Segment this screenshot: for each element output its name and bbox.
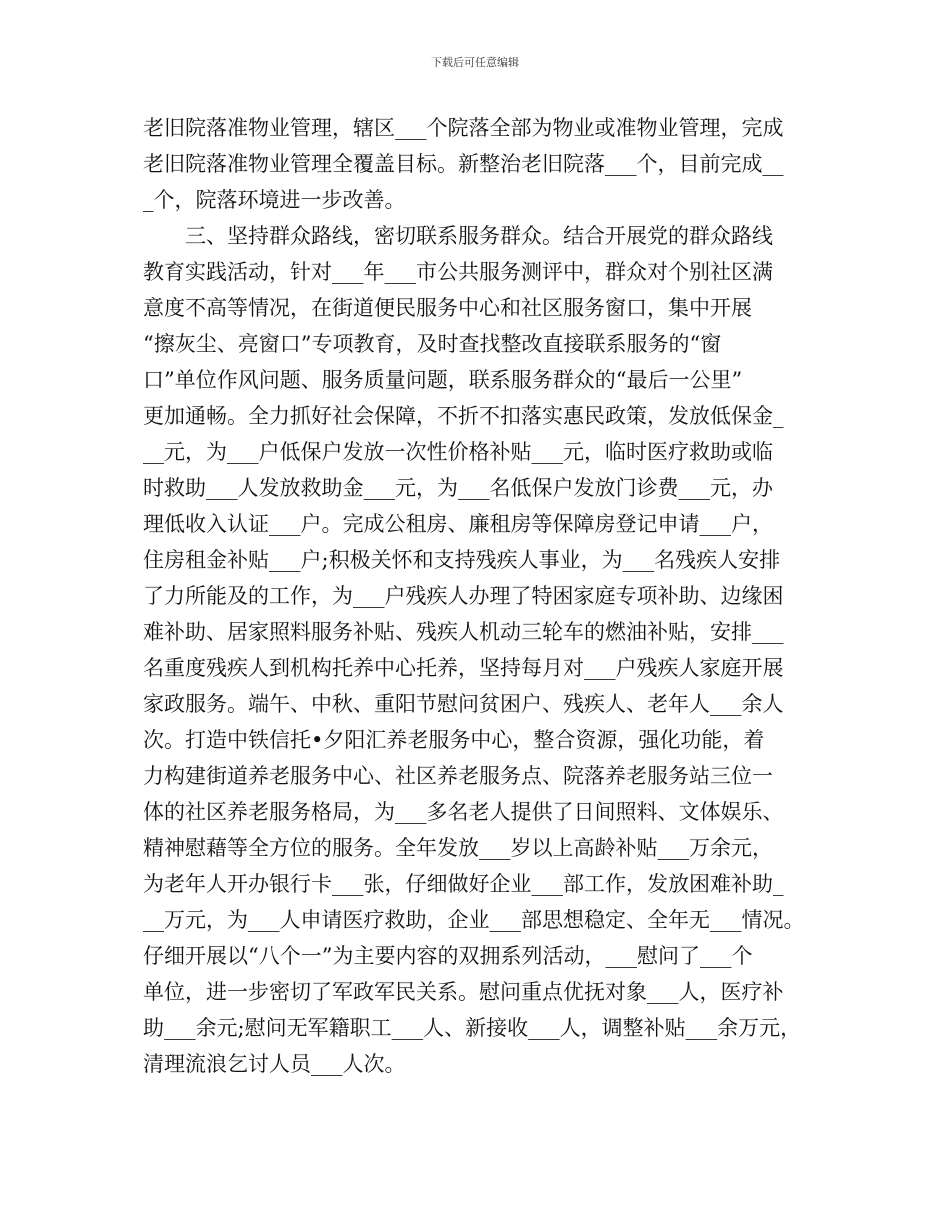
text-line: 体的社区养老服务格局，为___多名老人提供了日间照料、文体娱乐、 (143, 800, 784, 824)
text-line: __元，为___户低保户发放一次性价格补贴___元，临时医疗救助或临 (143, 440, 773, 464)
text-line: 口”单位作风问题、服务质量问题，联系服务群众的“最后一公里” (143, 368, 743, 392)
text-line: 意度不高等情况，在街道便民服务中心和社区服务窗口，集中开展 (143, 296, 752, 320)
text-line: 教育实践活动，针对___年___市公共服务测评中，群众对个别社区满 (143, 260, 773, 284)
text-line: 清理流浪乞讨人员___人次。 (143, 1052, 406, 1076)
text-line: 老旧院落准物业管理，辖区___个院落全部为物业或准物业管理，完成 (143, 116, 784, 140)
text-line: 更加通畅。全力抓好社会保障，不折不扣落实惠民政策，发放低保金_ (143, 404, 784, 428)
text-line: 家政服务。端午、中秋、重阳节慰问贫困户、残疾人、老年人___余人 (143, 692, 784, 716)
text-line: 难补助、居家照料服务补贴、残疾人机动三轮车的燃油补贴，安排___ (143, 620, 784, 644)
text-line: 时救助___人发放救助金___元，为___名低保户发放门诊费___元，办 (143, 476, 773, 500)
text-line: 为老年人开办银行卡___张，仔细做好企业___部工作，发放困难补助_ (143, 872, 784, 896)
text-line: 单位，进一步密切了军政军民关系。慰问重点优抚对象___人，医疗补 (143, 980, 784, 1004)
text-line: 仔细开展以“八个一”为主要内容的双拥系列活动，___慰问了___个 (143, 944, 753, 968)
text-line: 老旧院落准物业管理全覆盖目标。新整治老旧院落___个，目前完成__ (143, 152, 784, 176)
text-line: 名重度残疾人到机构托养中心托养，坚持每月对___户残疾人家庭开展 (143, 656, 784, 680)
header-note: 下载后可任意编辑 (431, 56, 519, 69)
text-line: 了力所能及的工作，为___户残疾人办理了特困家庭专项补助、边缘困 (143, 584, 784, 608)
text-line: 助___余元;慰问无军籍职工___人、新接收___人，调整补贴___余万元， (143, 1016, 802, 1040)
text-line: 住房租金补贴___户;积极关怀和支持残疾人事业，为___名残疾人安排 (143, 548, 781, 572)
text-line: 精神慰藉等全方位的服务。全年发放___岁以上高龄补贴___万余元， (143, 836, 773, 860)
text-line: _个，院落环境进一步改善。 (143, 188, 406, 212)
text-line: 理低收入认证___户。完成公租房、廉租房等保障房登记申请___户， (143, 512, 773, 536)
text-line: 三、坚持群众路线，密切联系服务群众。结合开展党的群众路线 (143, 224, 773, 248)
text-line: “擦灰尘、亮窗口”专项教育，及时查找整改直接联系服务的“窗 (143, 332, 722, 356)
text-line: __万元，为___人申请医疗救助，企业___部思想稳定、全年无___情况。 (143, 908, 805, 932)
text-line: 力构建街道养老服务中心、社区养老服务点、院落养老服务站三位一 (143, 764, 773, 788)
body-text (143, 110, 823, 1082)
text-line: 次。打造中铁信托•夕阳汇养老服务中心，整合资源，强化功能，着 (143, 728, 765, 752)
